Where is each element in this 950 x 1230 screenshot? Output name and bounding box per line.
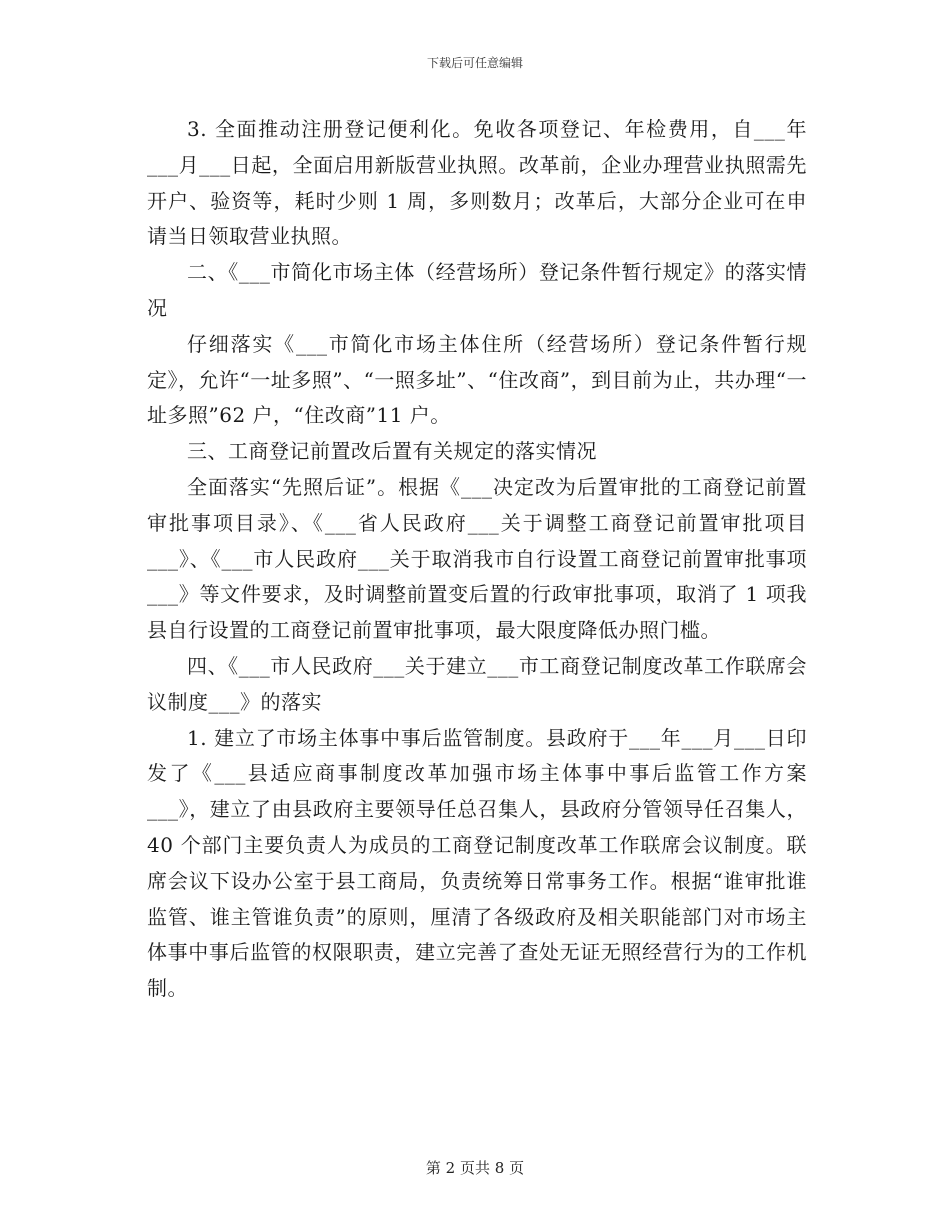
document-body <box>147 112 807 1007</box>
heading-section-four: 四、《___市人民政府___关于建立___市工商登记制度改革工作联席会议制度___》的落实 <box>147 653 807 714</box>
paragraph-supervision-system: 1. 建立了市场主体事中事后监管制度。县政府于___年___月___日印发了《___县适应商事制度改革加强市场主体事中事后监管工作方案___》，建立了由县政府主要领导任总召集人，县政府分管领导任召集人，40 个部门主要负责人为成员的工商登记制度改革工作联席会议制度。联席会议下设办公室于县工商局，负责统筹日常事务工作。根据“谁审批谁监管、谁主管谁负责”的原则，厘清了各级政府及相关职能部门对市场主体事中事后监管的权限职责，建立完善了查处无证无照经营行为的工作机制。 <box>147 725 807 1001</box>
paragraph-license-first: 全面落实“先照后证”。根据《___决定改为后置审批的工商登记前置审批事项目录》、《___省人民政府___关于调整工商登记前置审批项目___》、《___市人民政府___关于取消我市自行设置工商登记前置审批事项___》等文件要求，及时调整前置变后置的行政审批事项，取消了 1 项我县自行设置的工商登记前置审批事项，最大限度降低办照门槛。 <box>147 474 807 643</box>
heading-section-three: 三、工商登记前置改后置有关规定的落实情况 <box>187 439 597 464</box>
paragraph-address-rules: 仔细落实《___市简化市场主体住所（经营场所）登记条件暂行规定》，允许“一址多照”、“一照多址”、“住改商”，到目前为止，共办理“一址多照”62 户，“住改商”11 户。 <box>147 331 807 428</box>
page-header: 下载后可任意编辑 <box>426 56 523 70</box>
heading-section-two: 二、《___市简化市场主体（经营场所）登记条件暂行规定》的落实情况 <box>147 260 807 320</box>
paragraph-registration-facilitation: 3. 全面推动注册登记便利化。免收各项登记、年检费用，自___年___月___日起，全面启用新版营业执照。改革前，企业办理营业执照需先开户、验资等，耗时少则 1 周，多则数月；改革后，大部分企业可在申请当日领取营业执照。 <box>147 117 807 249</box>
page-number: 第 2 页共 8 页 <box>425 1159 525 1177</box>
